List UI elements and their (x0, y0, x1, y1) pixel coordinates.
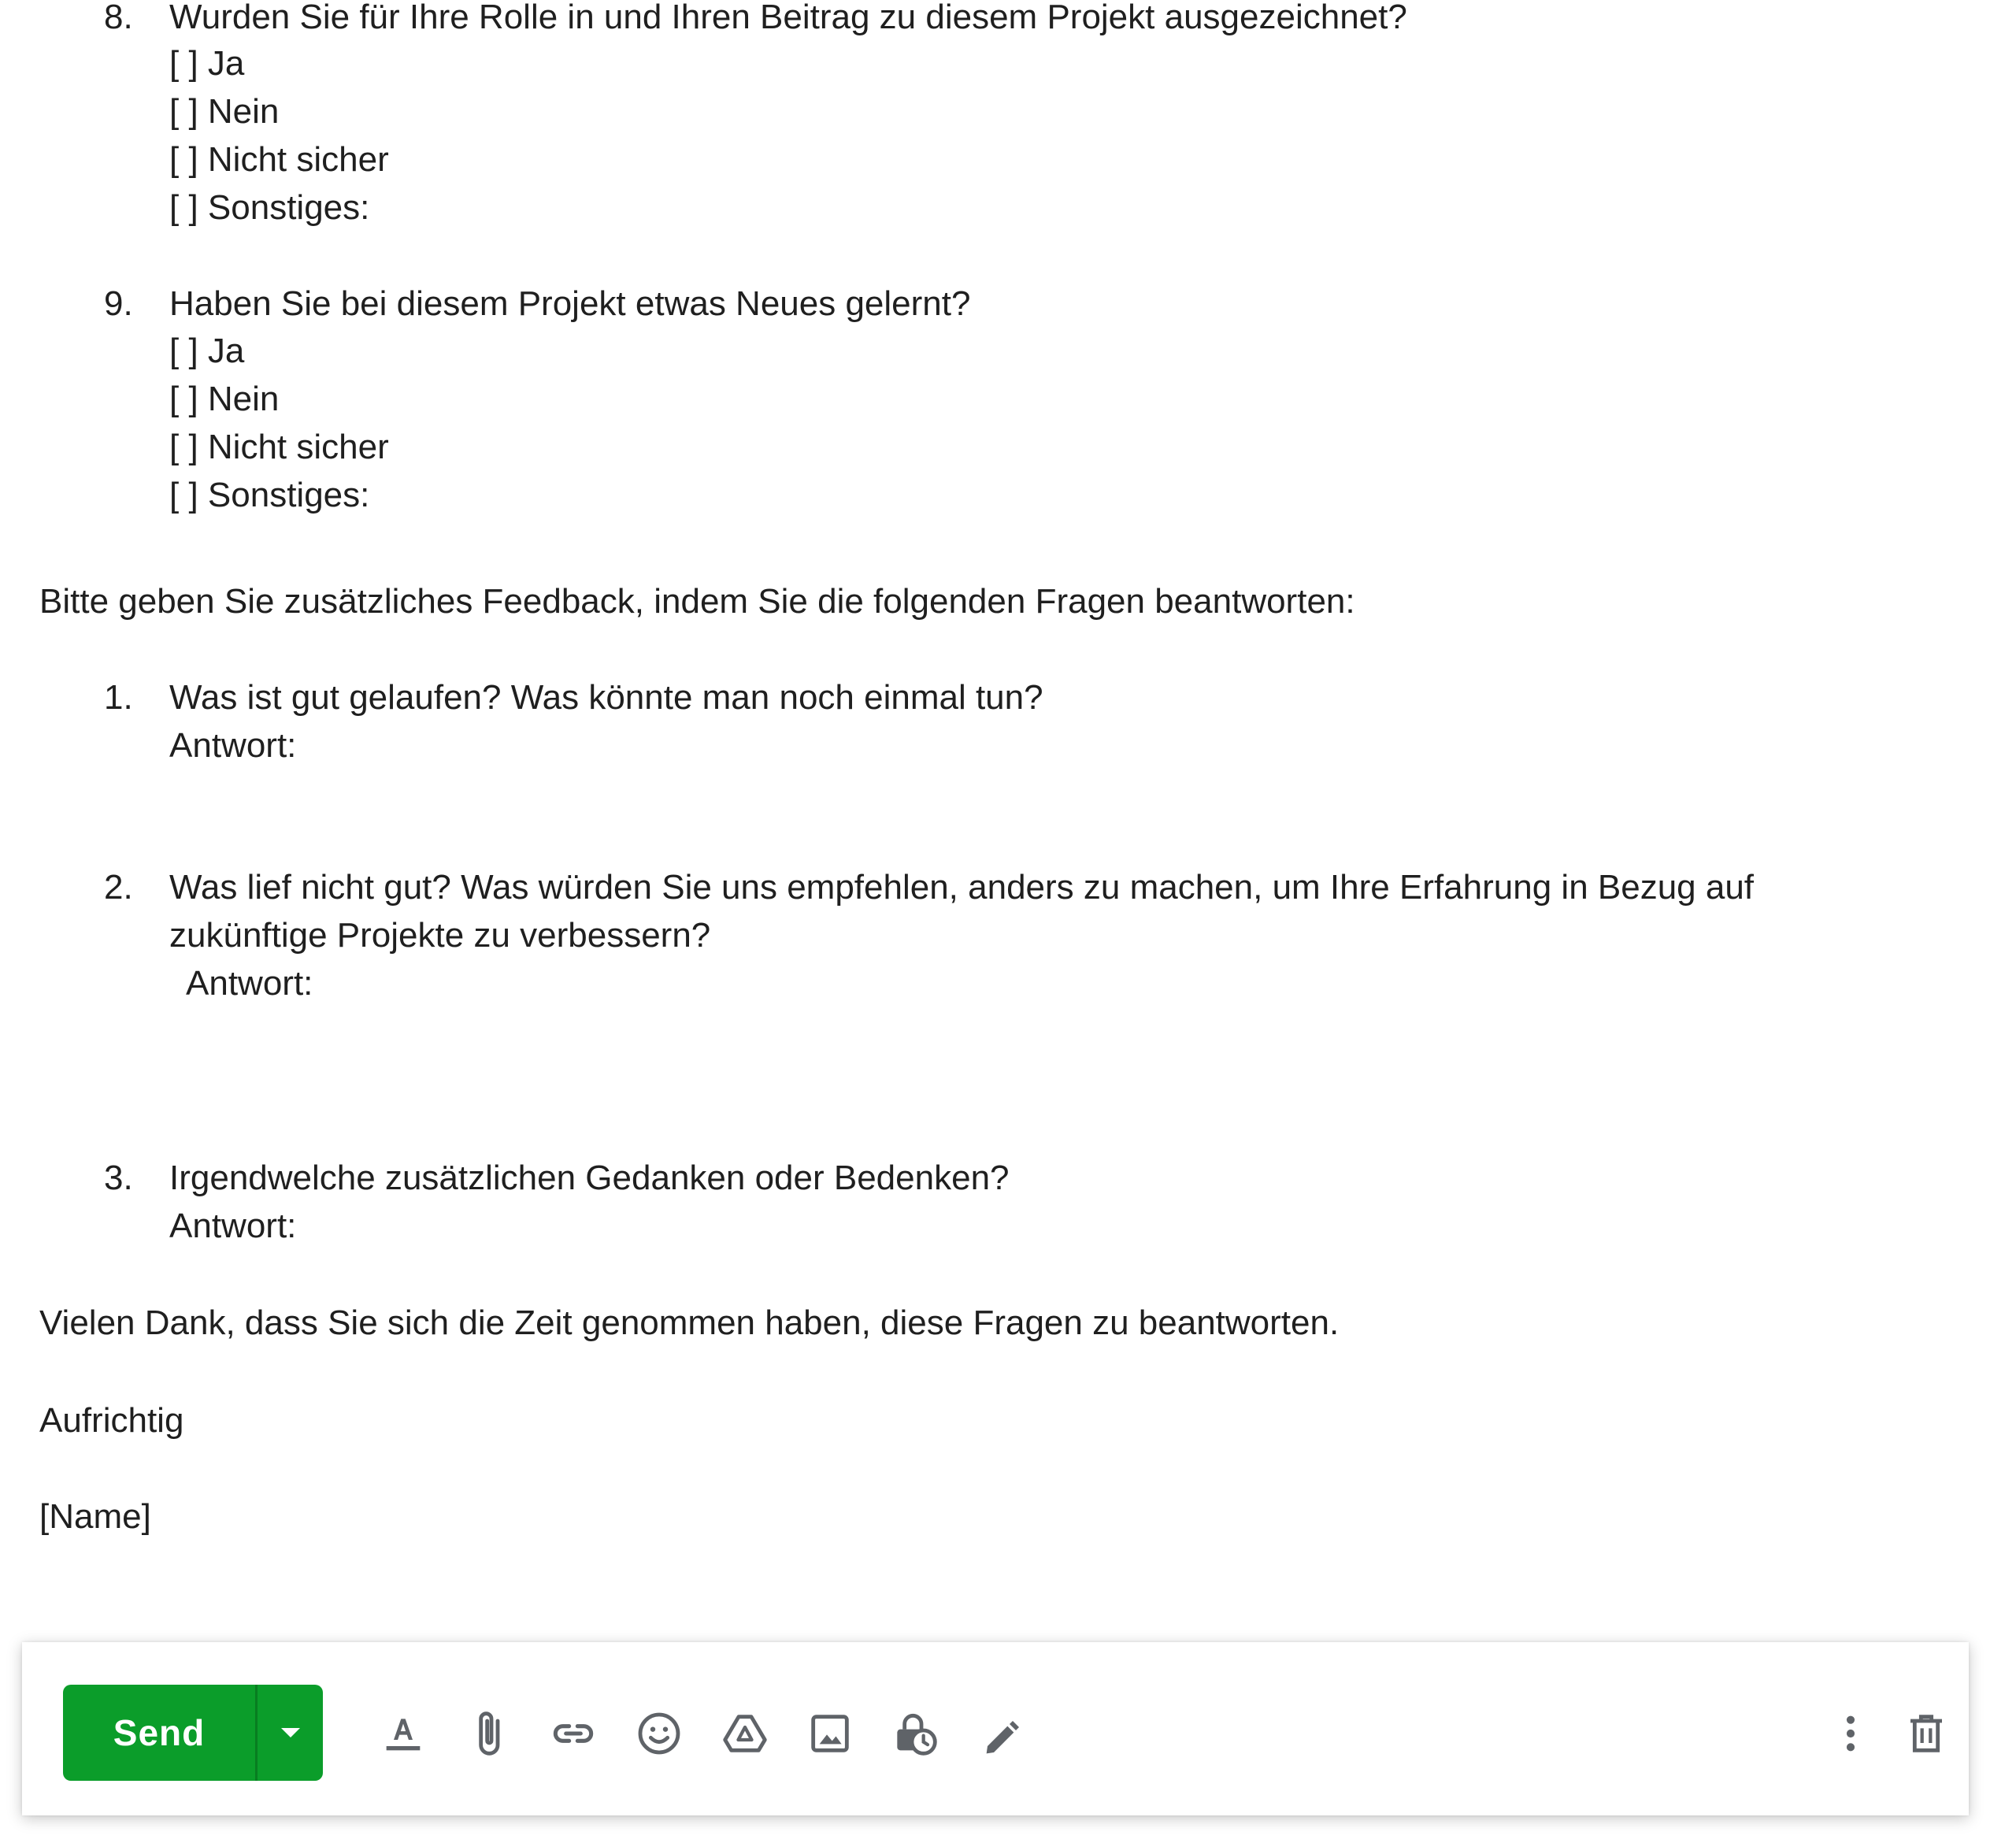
q9-option-sonstiges: [ ] Sonstiges: (169, 476, 370, 514)
feedback-3-number: 3. (104, 1159, 133, 1197)
feedback-2-question-line-1: Was lief nicht gut? Was würden Sie uns empfehlen, anders zu machen, um Ihre Erfahrung in Bezug auf (169, 868, 1755, 907)
discard-draft-button[interactable] (1885, 1693, 1967, 1774)
signature-icon (975, 1708, 1025, 1759)
feedback-1-answer-label: Antwort: (169, 726, 297, 765)
insert-photo-button[interactable] (789, 1693, 871, 1774)
closing-text: Aufrichtig (39, 1401, 184, 1440)
q8-option-nein: [ ] Nein (169, 92, 280, 131)
q8-number: 8. (104, 0, 133, 36)
feedback-intro: Bitte geben Sie zusätzliches Feedback, indem Sie die folgenden Fragen beantworten: (39, 582, 1355, 621)
feedback-3-answer-label: Antwort: (169, 1207, 297, 1245)
feedback-2-answer-label: Antwort: (186, 964, 313, 1003)
send-button-group (63, 1685, 323, 1781)
attach-files-button[interactable] (447, 1693, 529, 1774)
thanks-text: Vielen Dank, dass Sie sich die Zeit genommen haben, diese Fragen zu beantworten. (39, 1303, 1340, 1342)
q9-option-nicht-sicher: [ ] Nicht sicher (169, 428, 389, 466)
q9-question: Haben Sie bei diesem Projekt etwas Neues gelernt? (169, 284, 971, 323)
attach-file-icon (463, 1708, 513, 1759)
signature-placeholder: [Name] (39, 1497, 151, 1536)
insert-link-icon (548, 1708, 598, 1759)
discard-draft-icon (1901, 1708, 1951, 1759)
schedule-send-dropdown[interactable] (258, 1685, 323, 1781)
insert-link-button[interactable] (532, 1693, 614, 1774)
feedback-1-number: 1. (104, 678, 133, 717)
formatting-options-button[interactable] (362, 1693, 444, 1774)
format-text-icon (378, 1708, 428, 1759)
insert-signature-button[interactable] (959, 1693, 1041, 1774)
q9-number: 9. (104, 284, 133, 323)
google-drive-icon (720, 1708, 770, 1759)
send-button[interactable]: Send (113, 1712, 206, 1753)
q8-option-ja: [ ] Ja (169, 44, 245, 83)
q9-option-nein: [ ] Nein (169, 380, 280, 418)
insert-photo-icon (805, 1708, 855, 1759)
feedback-3-question: Irgendwelche zusätzlichen Gedanken oder Bedenken? (169, 1159, 1010, 1197)
feedback-2-number: 2. (104, 868, 133, 907)
more-options-button[interactable] (1810, 1693, 1892, 1774)
q8-question: Wurden Sie für Ihre Rolle in und Ihren Beitrag zu diesem Projekt ausgezeichnet? (169, 0, 1407, 36)
feedback-2-question-line-2: zukünftige Projekte zu verbessern? (169, 916, 711, 955)
insert-from-drive-button[interactable] (704, 1693, 786, 1774)
compose-toolbar (22, 1642, 1969, 1815)
q8-option-nicht-sicher: [ ] Nicht sicher (169, 140, 389, 179)
insert-emoji-button[interactable] (618, 1693, 700, 1774)
q9-option-ja: [ ] Ja (169, 332, 245, 370)
feedback-1-question: Was ist gut gelaufen? Was könnte man noch einmal tun? (169, 678, 1043, 717)
more-options-icon (1825, 1708, 1876, 1759)
q8-option-sonstiges: [ ] Sonstiges: (169, 188, 370, 227)
caret-down-icon (277, 1725, 304, 1741)
emoji-icon (634, 1708, 684, 1759)
confidential-mode-icon (890, 1708, 940, 1759)
confidential-mode-button[interactable] (874, 1693, 956, 1774)
